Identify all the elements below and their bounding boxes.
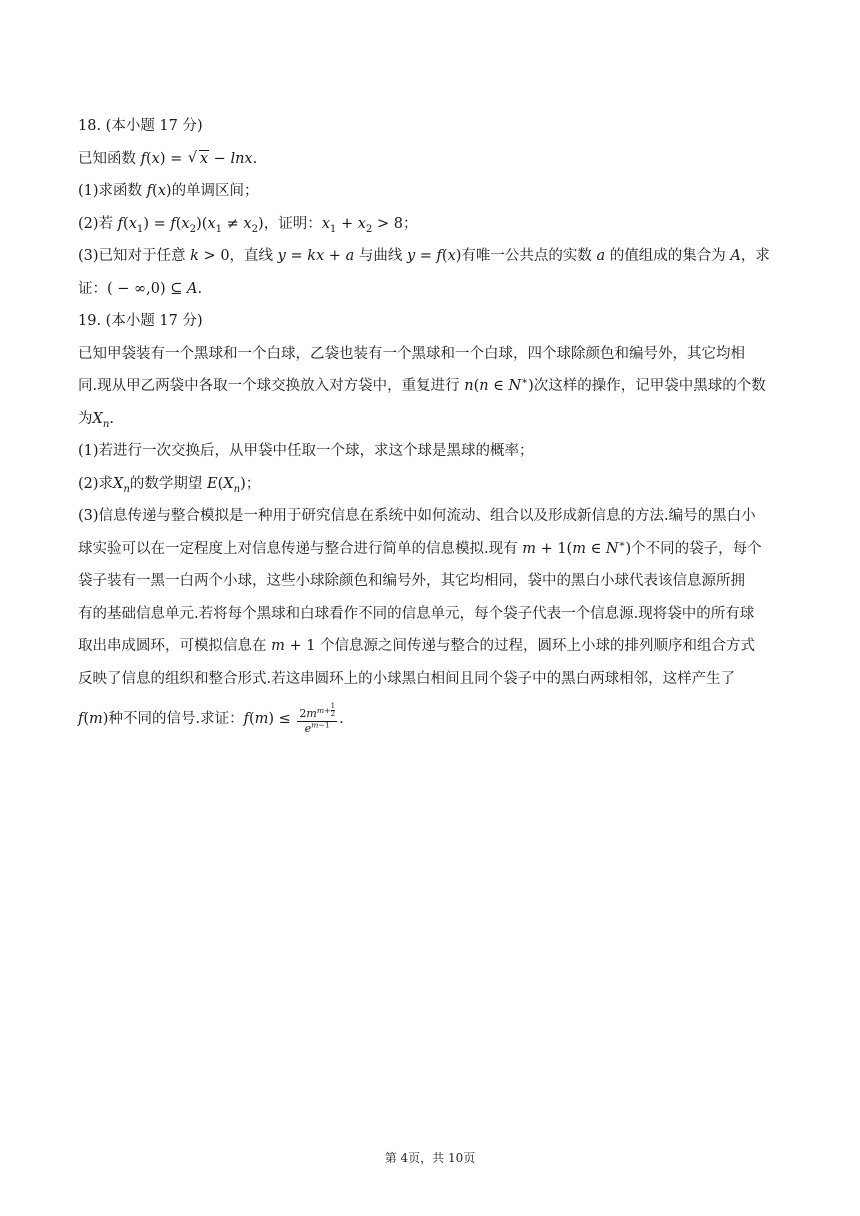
q19-intro-line3: 为$X_n$. [78, 410, 114, 430]
q19-part3-line4: 有的基础信息单元.若将每个黑球和白球看作不同的信息单元，每个袋子代表一个信息源.现将袋中的所有球 [78, 605, 755, 622]
q19-header: 19. (本小题 17 分) [78, 313, 203, 329]
q18-part3-cont: 证：( − ∞,0) ⊆ A. [78, 280, 203, 297]
q19-part3-line5: 取出串成圆环，可模拟信息在 m + 1 个信息源之间传递与整合的过程，圆环上小球的排列顺序和组合方式 [78, 638, 756, 654]
q19-part3-line1: (3)信息传递与整合模拟是一种用于研究信息在系统中如何流动、组合以及形成新信息的方法.编号的黑白小 [78, 508, 756, 524]
q19-part3-line2: 球实验可以在一定程度上对信息传递与整合进行简单的信息模拟.现有 m + 1(m ∈ N∗)个不同的袋子，每个 [78, 538, 762, 557]
q19-part3-line3: 袋子装有一黑一白两个小球，这些小球除颜色和编号外，其它均相同，袋中的黑白小球代表该信息源所拥 [78, 573, 745, 589]
q18-part1: (1)求函数 f(x)的单调区间； [78, 183, 259, 199]
q18-part3: (3)已知对于任意 k > 0，直线 y = kx + a 与曲线 y = f(x)有唯一公共点的实数 a 的值组成的集合为 A，求 [78, 248, 770, 264]
q19-part2: (2)求$X_n$的数学期望 $E(X_n)$； [78, 475, 261, 495]
page-footer: 第 4页，共 10页 [384, 1151, 476, 1165]
inequality-fraction: $2m^{m+ \frac{1}{2}}$ $e^{m-1}$ [299, 702, 336, 735]
q19-part3-line6: 反映了信息的组织和整合形式.若这串圆环上的小球黑白相间且同个袋子中的黑白两球相邻，这样产生了 [78, 670, 736, 687]
document-body [78, 110, 782, 736]
q19-part3-line7: f(m)种不同的信号.求证：f(m) ≤ $2m^{m+ \frac{1}{2}}$ $e^{m-1}$ . [78, 702, 344, 735]
q19-intro-line2: 同.现从甲乙两袋中各取一个球交换放入对方袋中，重复进行 n(n ∈ N∗)次这样的操作，记甲袋中黑球的个数 [78, 376, 766, 394]
q18-header: 18. (本小题 17 分) [78, 118, 203, 134]
q18-intro: 已知函数 f(x) = √ x − lnx. [78, 143, 782, 176]
q19-part1: (1)若进行一次交换后，从甲袋中任取一个球，求这个球是黑球的概率； [78, 443, 534, 459]
q18-part2: (2)若 $f(x_1) = f(x_2)(x_1 \ne x_2)$，证明：$x_1 + x_2 > 8$； [78, 215, 418, 235]
q19-intro-line1: 已知甲袋装有一个黑球和一个白球，乙袋也装有一个黑球和一个白球，四个球除颜色和编号外，其它均相 [78, 345, 745, 362]
